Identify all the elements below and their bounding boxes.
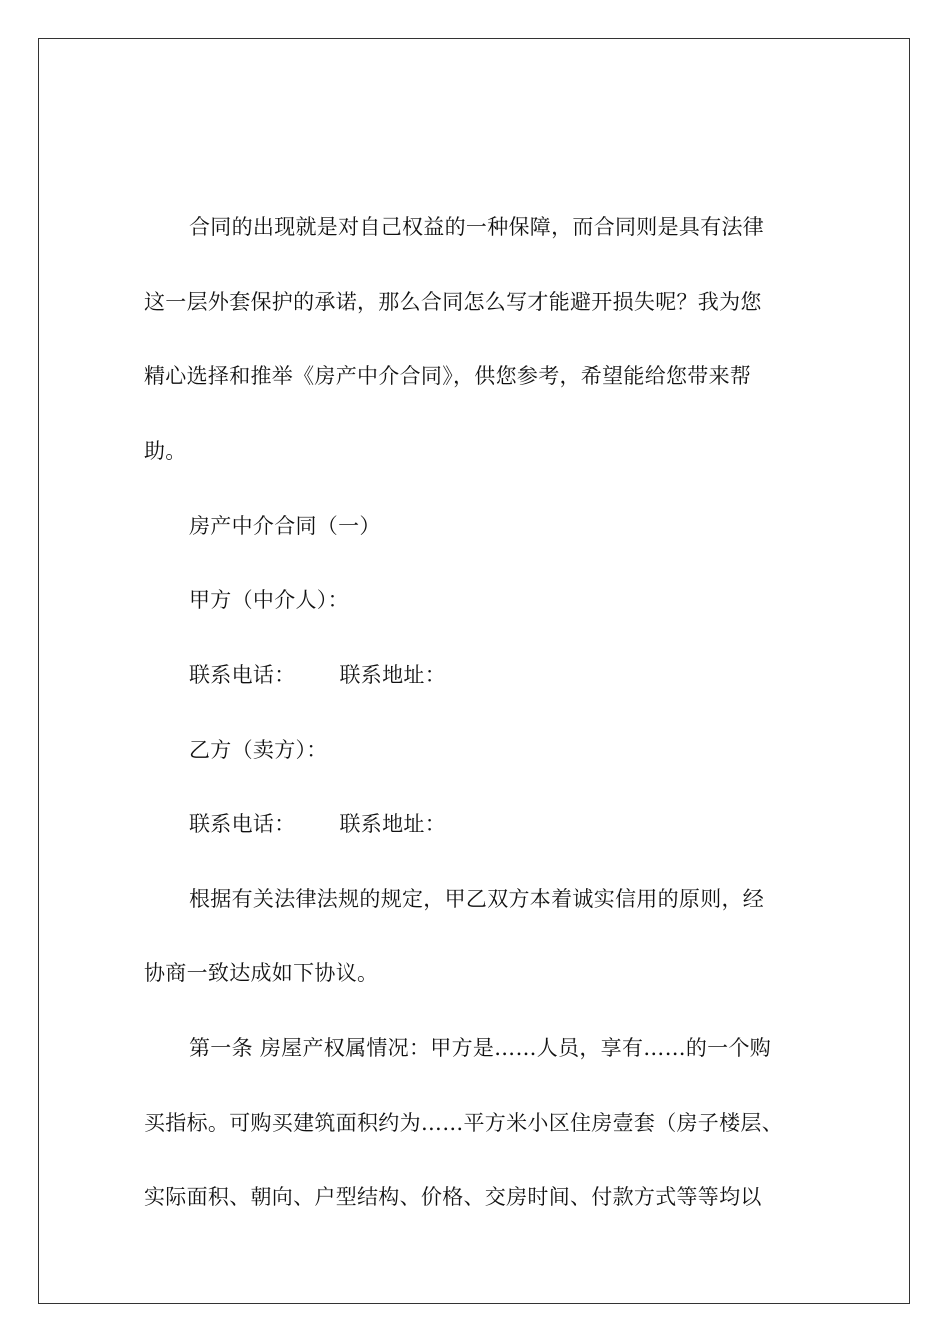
article-1-line-1: 第一条 房屋产权属情况：甲方是……人员，享有……的一个购 (189, 1036, 772, 1060)
preamble-line-2: 协商一致达成如下协议。 (144, 961, 379, 985)
article-1-line-2: 买指标。可购买建筑面积约为……平方米小区住房壹套（房子楼层、 (144, 1111, 783, 1135)
article-1-line-3: 实际面积、朝向、户型结构、价格、交房时间、付款方式等等均以 (144, 1185, 762, 1209)
intro-line-1: 合同的出现就是对自己权益的一种保障，而合同则是具有法律 (189, 215, 765, 239)
party-a-label: 甲方（中介人）： (189, 588, 349, 612)
contract-title: 房产中介合同（一） (189, 514, 381, 538)
preamble-line-1: 根据有关法律法规的规定，甲乙双方本着诚实信用的原则，经 (189, 887, 765, 911)
intro-line-3: 精心选择和推举《房产中介合同》，供您参考，希望能给您带来帮 (144, 364, 752, 388)
intro-line-2: 这一层外套保护的承诺，那么合同怎么写才能避开损失呢？我为您 (144, 290, 762, 314)
party-b-phone-label: 联系电话： (189, 812, 296, 836)
party-a-contact (189, 660, 446, 690)
party-a-phone-label: 联系电话： (189, 663, 296, 687)
party-b-label: 乙方（卖方）： (189, 738, 328, 762)
party-a-address-label: 联系地址： (339, 663, 446, 687)
party-b-address-label: 联系地址： (339, 812, 446, 836)
intro-line-4: 助。 (144, 439, 187, 463)
party-b-contact (189, 809, 446, 839)
